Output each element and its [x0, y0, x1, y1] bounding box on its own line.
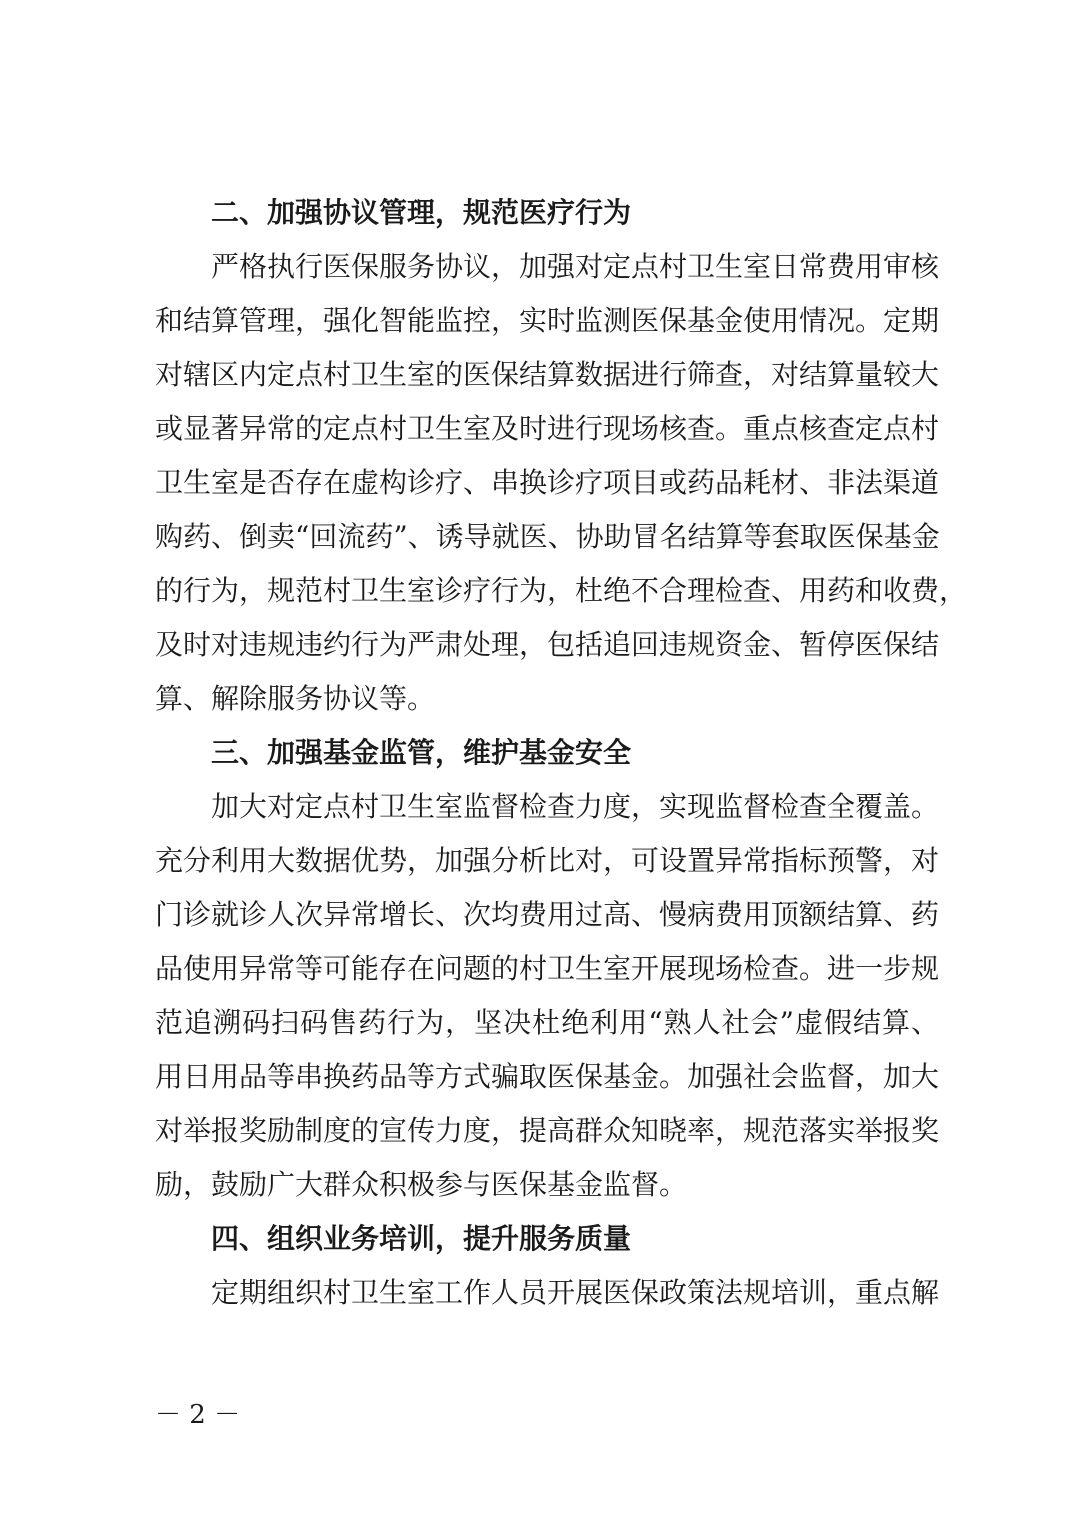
paragraph-line: 对举报奖励制度的宣传力度，提高群众知晓率，规范落实举报奖: [155, 1114, 940, 1147]
page-number: － 2 －: [155, 1400, 241, 1430]
section-agreement-management: [155, 186, 968, 726]
paragraph-line: 及时对违规违约行为严肃处理，包括追回违规资金、暂停医保结: [155, 628, 940, 661]
paragraph-line: 的行为，规范村卫生室诊疗行为，杜绝不合理检查、用药和收费，: [155, 574, 968, 607]
section-heading: 三、加强基金监管，维护基金安全: [211, 736, 632, 769]
section-fund-supervision: [155, 726, 939, 1212]
paragraph-line: 或显著异常的定点村卫生室及时进行现场核查。重点核查定点村: [155, 412, 940, 445]
section-heading: 二、加强协议管理，规范医疗行为: [211, 196, 632, 229]
paragraph-line: 加大对定点村卫生室监督检查力度，实现监督检查全覆盖。: [211, 790, 940, 823]
paragraph-line: 算、解除服务协议等。: [155, 682, 436, 715]
paragraph-line: 和结算管理，强化智能监控，实时监测医保基金使用情况。定期: [155, 304, 940, 337]
paragraph-line: 购药、倒卖“回流药”、诱导就医、协助冒名结算等套取医保基金: [155, 520, 940, 553]
section-paragraph: [155, 240, 968, 726]
paragraph-line: 门诊就诊人次异常增长、次均费用过高、慢病费用顶额结算、药: [155, 898, 940, 931]
paragraph-line: 对辖区内定点村卫生室的医保结算数据进行筛查，对结算量较大: [155, 358, 940, 391]
section-paragraph: [155, 1266, 939, 1320]
paragraph-line: 卫生室是否存在虚构诊疗、串换诊疗项目或药品耗材、非法渠道: [155, 466, 940, 499]
section-heading: 四、组织业务培训，提升服务质量: [211, 1222, 632, 1255]
section-paragraph: [155, 780, 939, 1212]
paragraph-line: 范追溯码扫码售药行为，坚决杜绝利用“熟人社会”虚假结算、: [155, 1006, 939, 1039]
section-business-training: [155, 1212, 939, 1320]
paragraph-line: 充分利用大数据优势，加强分析比对，可设置异常指标预警，对: [155, 844, 940, 877]
paragraph-line: 严格执行医保服务协议，加强对定点村卫生室日常费用审核: [211, 250, 940, 283]
paragraph-line: 励，鼓励广大群众积极参与医保基金监督。: [155, 1168, 688, 1201]
paragraph-line: 用日用品等串换药品等方式骗取医保基金。加强社会监督，加大: [155, 1060, 940, 1093]
document-body: [155, 186, 968, 1320]
paragraph-line: 定期组织村卫生室工作人员开展医保政策法规培训，重点解: [211, 1276, 940, 1309]
paragraph-line: 品使用异常等可能存在问题的村卫生室开展现场检查。进一步规: [155, 952, 940, 985]
